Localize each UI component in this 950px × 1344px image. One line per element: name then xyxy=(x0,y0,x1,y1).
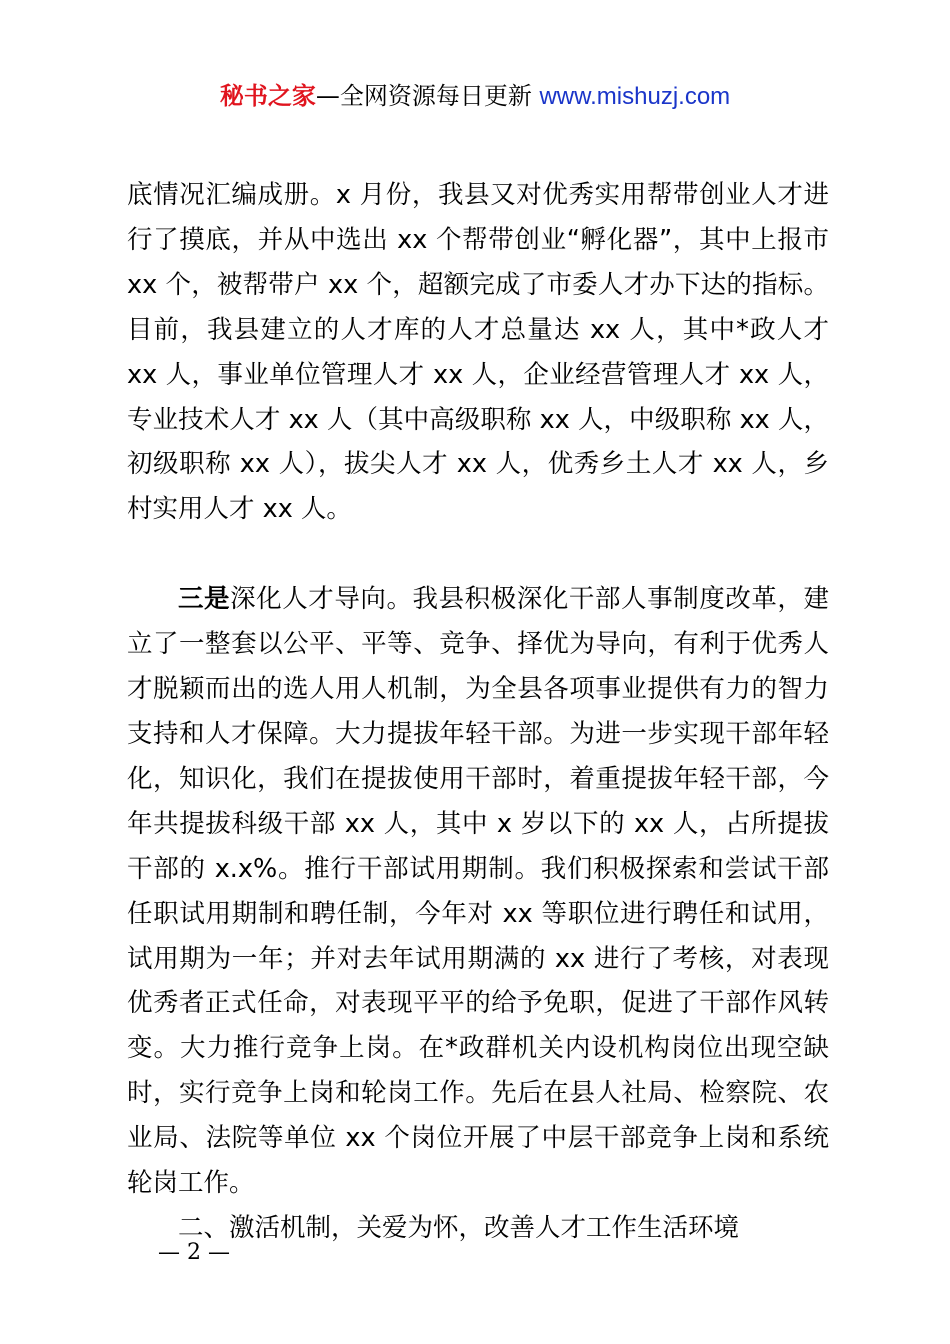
section-heading: 二、激活机制，关爱为怀，改善人才工作生活环境 xyxy=(178,1212,740,1243)
paragraph-talent-survey: 底情况汇编成册。x 月份，我县又对优秀实用帮带创业人才进行了摸底，并从中选出 xx 个帮带创业“孵化器”，其中上报市 xx 个，被帮带户 xx 个，超额完成了市委人才办下达的指标。目前，我县建立的人才库的人才总量达 xx 人，其中*政人才 xx 人，事业单位管理人才 xx 人，企业经营管理人才 xx 人，专业技术人才 xx 人（其中高级职称 xx 人，中级职称 xx 人，初级职称 xx 人），拔尖人才 xx 人，优秀乡土人才 xx 人，乡村实用人才 xx 人。 xyxy=(127,180,829,525)
banner-tagline: —全网资源每日更新 xyxy=(315,82,540,110)
paragraph-body: 深化人才导向。我县积极深化干部人事制度改革，建立了一整套以公平、平等、竞争、择优为导向，有利于优秀人才脱颖而出的选人用人机制，为全县各项事业提供有力的智力支持和人才保障。大力提拔年轻干部。为进一步实现干部年轻化，知识化，我们在提拔使用干部时，着重提拔年轻干部，今年共提拔科级干部 xx 人，其中 x 岁以下的 xx 人，占所提拔干部的 x.x%。推行干部试用期制。我们积极探索和尝试干部任职试用期制和聘任制，今年对 xx 等职位进行聘任和试用，试用期为一年；并对去年试用期满的 xx 进行了考核，对表现优秀者正式任命，对表现平平的给予免职，促进了干部作风转变。大力推行竞争上岗。在*政群机关内设机构岗位出现空缺时，实行竞争上岗和轮岗工作。先后在县人社局、检察院、农业局、法院等单位 xx 个岗位开展了中层干部竞争上岗和系统轮岗工作。 xyxy=(127,584,829,1199)
site-banner xyxy=(0,80,950,113)
page-number: — 2 — xyxy=(158,1240,230,1265)
banner-url[interactable]: www.mishuzj.com xyxy=(539,83,731,110)
paragraph-lead-label: 三是 xyxy=(178,584,231,615)
paragraph-talent-orientation xyxy=(127,577,829,1206)
brand-name: 秘书之家 xyxy=(219,82,316,110)
document-body xyxy=(127,173,829,1251)
